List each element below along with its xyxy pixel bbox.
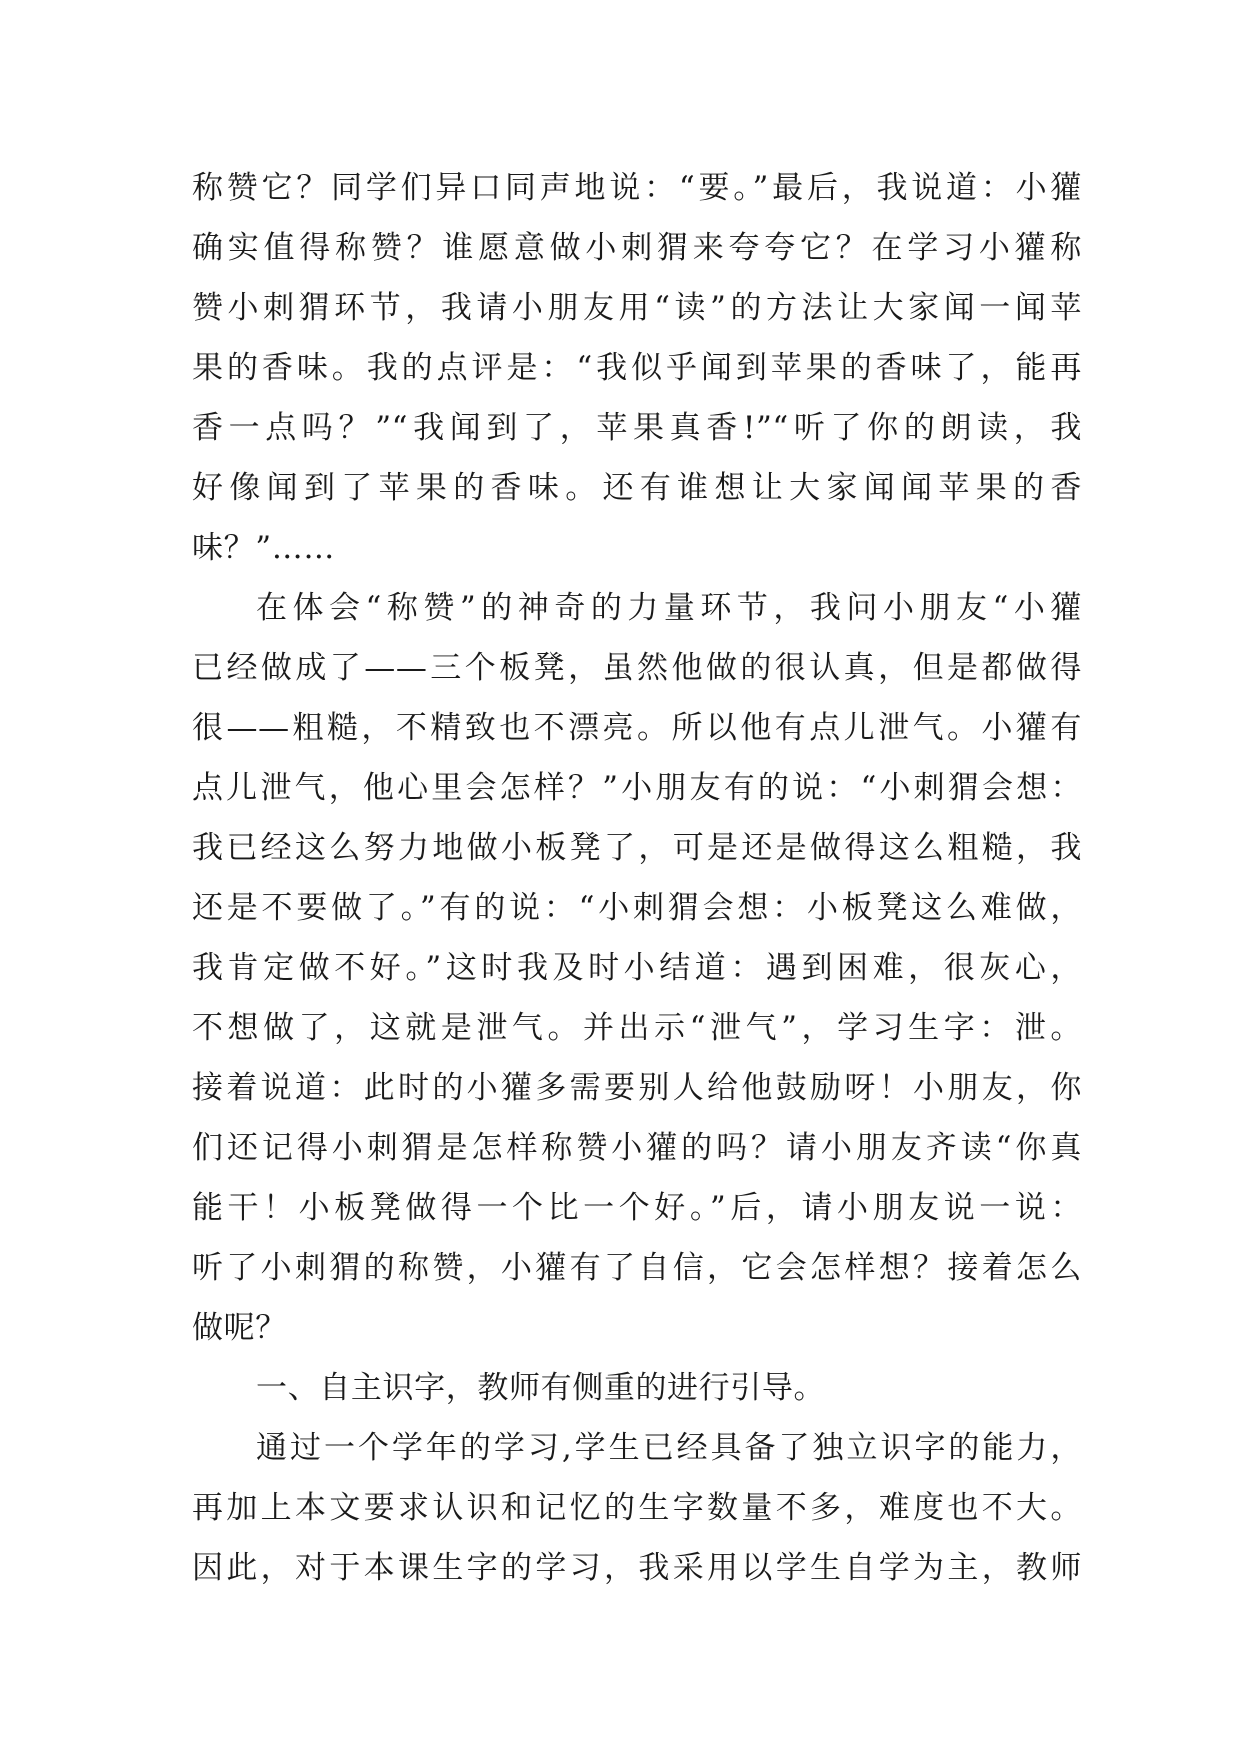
text-line: 味？”……: [192, 530, 335, 566]
text-line: 们还记得小刺猬是怎样称赞小獾的吗？请小朋友齐读“你真: [192, 1130, 1082, 1166]
text-line: 我已经这么努力地做小板凳了，可是还是做得这么粗糙，我: [192, 830, 1082, 866]
text-line: 已经做成了——三个板凳，虽然他做的很认真，但是都做得: [192, 650, 1082, 686]
text-line: 点儿泄气，他心里会怎样？”小朋友有的说：“小刺猬会想：: [192, 770, 1082, 806]
text-line: 我肯定做不好。”这时我及时小结道：遇到困难，很灰心，: [192, 950, 1082, 986]
text-line: 接着说道：此时的小獾多需要别人给他鼓励呀！小朋友，你: [192, 1070, 1082, 1106]
text-line: 果的香味。我的点评是：“我似乎闻到苹果的香味了，能再: [192, 350, 1082, 386]
text-line: 称赞它？同学们异口同声地说：“要。”最后，我说道：小獾: [192, 170, 1082, 206]
text-line: 在体会“称赞”的神奇的力量环节，我问小朋友“小獾: [256, 590, 1082, 626]
text-line: 因此，对于本课生字的学习，我采用以学生自学为主，教师: [192, 1550, 1082, 1586]
body-text: [192, 158, 1082, 1598]
text-line: 还是不要做了。”有的说：“小刺猬会想：小板凳这么难做，: [192, 890, 1082, 926]
text-line: 做呢？: [192, 1310, 287, 1346]
text-line: 很——粗糙，不精致也不漂亮。所以他有点儿泄气。小獾有: [192, 710, 1082, 746]
text-line: 听了小刺猬的称赞，小獾有了自信，它会怎样想？接着怎么: [192, 1250, 1082, 1286]
text-line: 不想做了，这就是泄气。并出示“泄气”，学习生字：泄。: [192, 1010, 1082, 1046]
text-line: 再加上本文要求认识和记忆的生字数量不多，难度也不大。: [192, 1490, 1082, 1526]
section-heading: 一、自主识字，教师有侧重的进行引导。: [256, 1370, 826, 1406]
text-line: 香一点吗？”“我闻到了，苹果真香!”“听了你的朗读，我: [192, 410, 1082, 446]
text-line: 好像闻到了苹果的香味。还有谁想让大家闻闻苹果的香: [192, 470, 1082, 506]
text-line: 通过一个学年的学习,学生已经具备了独立识字的能力，: [256, 1430, 1082, 1466]
text-line: 能干！小板凳做得一个比一个好。”后，请小朋友说一说：: [192, 1190, 1082, 1226]
text-line: 赞小刺猬环节，我请小朋友用“读”的方法让大家闻一闻苹: [192, 290, 1082, 326]
text-line: 确实值得称赞？谁愿意做小刺猬来夸夸它？在学习小獾称: [192, 230, 1082, 266]
